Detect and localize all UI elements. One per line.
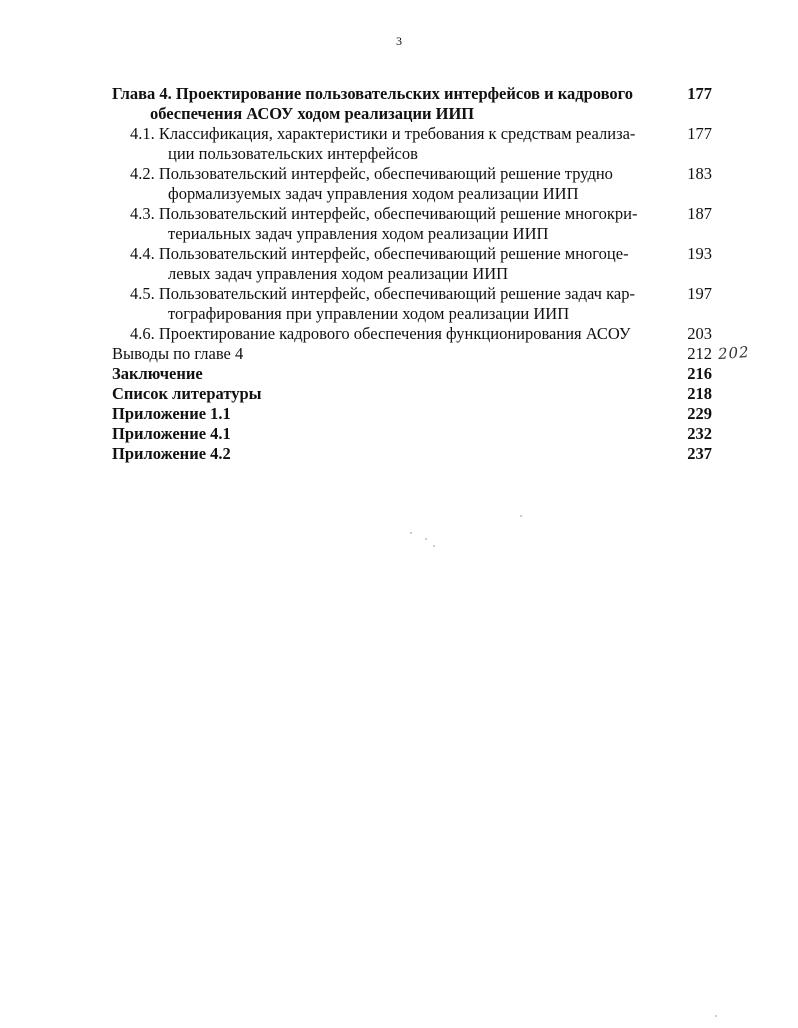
toc-entry-4-5	[112, 284, 712, 324]
toc-entry-title: Список литературы	[112, 384, 262, 403]
toc-entry-title-cont: териальных задач управления ходом реализации ИИП	[168, 224, 549, 243]
toc-entry-title: 4.2. Пользовательский интерфейс, обеспечивающий решение трудно	[130, 164, 613, 183]
toc-entry-page: 212	[687, 344, 712, 363]
toc-entry-4-3	[112, 204, 712, 244]
table-of-contents	[112, 84, 712, 464]
toc-entry-references	[112, 384, 712, 404]
toc-entry-appendix-4-2	[112, 444, 712, 464]
handwritten-page-correction: 202	[717, 342, 751, 364]
toc-entry-page: 197	[687, 284, 712, 303]
toc-entry-page: 187	[687, 204, 712, 223]
toc-entry-page: 177	[687, 84, 712, 103]
scan-speck	[715, 1015, 717, 1017]
toc-entry-title: 4.5. Пользовательский интерфейс, обеспечивающий решение задач кар-	[130, 284, 635, 303]
toc-entry-4-2	[112, 164, 712, 204]
toc-entry-4-4	[112, 244, 712, 284]
toc-entry-title: Приложение 1.1	[112, 404, 231, 423]
toc-entry-appendix-1-1	[112, 404, 712, 424]
scan-speck	[425, 538, 427, 540]
scan-speck	[520, 515, 522, 517]
toc-entry-4-1	[112, 124, 712, 164]
toc-entry-chapter-4	[112, 84, 712, 124]
page-number: 3	[396, 34, 402, 48]
toc-entry-title: Глава 4. Проектирование пользовательских интерфейсов и кадрового	[112, 84, 633, 103]
toc-entry-title-cont: ции пользовательских интерфейсов	[168, 144, 418, 163]
toc-entry-page: 218	[687, 384, 712, 403]
toc-entry-title-cont: тографирования при управлении ходом реализации ИИП	[168, 304, 570, 323]
toc-entry-page: 229	[687, 404, 712, 423]
toc-entry-title-cont: обеспечения АСОУ ходом реализации ИИП	[150, 104, 475, 123]
toc-entry-title: 4.3. Пользовательский интерфейс, обеспечивающий решение многокри-	[130, 204, 638, 223]
toc-entry-page: 216	[687, 364, 712, 383]
toc-entry-title-cont: формализуемых задач управления ходом реализации ИИП	[168, 184, 579, 203]
toc-entry-title: 4.6. Проектирование кадрового обеспечения функционирования АСОУ	[130, 324, 631, 343]
toc-entry-appendix-4-1	[112, 424, 712, 444]
toc-entry-conclusion	[112, 364, 712, 384]
toc-entry-page: 177	[687, 124, 712, 143]
toc-entry-page: 232	[687, 424, 712, 443]
toc-entry-title: Приложение 4.1	[112, 424, 231, 443]
toc-entry-title: Выводы по главе 4	[112, 344, 244, 363]
scan-speck	[410, 532, 412, 534]
toc-entry-conclusions-chapter-4	[112, 344, 712, 364]
toc-entry-page: 203	[687, 324, 712, 343]
scan-speck	[433, 545, 435, 547]
toc-entry-title-cont: левых задач управления ходом реализации ИИП	[168, 264, 509, 283]
toc-entry-title: 4.1. Классификация, характеристики и требования к средствам реализа-	[130, 124, 636, 143]
toc-entry-title: Заключение	[112, 364, 203, 383]
toc-entry-page: 193	[687, 244, 712, 263]
toc-entry-page: 183	[687, 164, 712, 183]
toc-entry-title: 4.4. Пользовательский интерфейс, обеспечивающий решение многоце-	[130, 244, 629, 263]
toc-entry-page: 237	[687, 444, 712, 463]
toc-entry-4-6	[112, 324, 712, 344]
toc-entry-title: Приложение 4.2	[112, 444, 231, 463]
